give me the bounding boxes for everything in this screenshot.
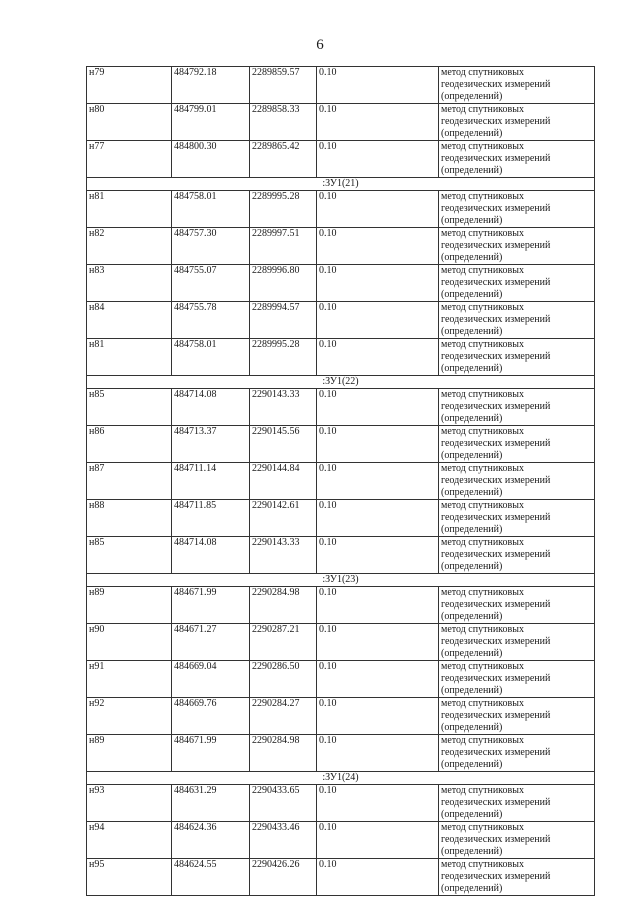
table-row [87,587,595,624]
accuracy-cell: 0.10 [317,191,439,228]
method-line: геодезических измерений [441,549,551,560]
page-number: 6 [316,37,324,53]
method-line: (определений) [441,759,503,770]
method-line: геодезических измерений [441,79,551,90]
x-coordinate-cell: 484714.08 [172,389,250,426]
table-row [87,463,595,500]
accuracy-cell: 0.10 [317,302,439,339]
x-coordinate-cell: 484758.01 [172,339,250,376]
method-line: метод спутниковых [441,587,524,598]
point-name-cell: н79 [87,67,172,104]
method-line: геодезических измерений [441,203,551,214]
point-name-cell: н80 [87,104,172,141]
table-row [87,302,595,339]
coordinates-table [86,66,595,896]
table-row [87,698,595,735]
y-coordinate-cell: 2290286.50 [250,661,317,698]
method-line: геодезических измерений [441,636,551,647]
method-line: геодезических измерений [441,673,551,684]
y-coordinate-cell: 2290143.33 [250,389,317,426]
method-line: геодезических измерений [441,710,551,721]
method-line: метод спутниковых [441,302,524,313]
table-row [87,104,595,141]
method-line: (определений) [441,809,503,820]
method-line: геодезических измерений [441,401,551,412]
accuracy-cell: 0.10 [317,537,439,574]
x-coordinate-cell: 484669.76 [172,698,250,735]
accuracy-cell: 0.10 [317,265,439,302]
y-coordinate-cell: 2290287.21 [250,624,317,661]
method-line: (определений) [441,883,503,894]
x-coordinate-cell: 484669.04 [172,661,250,698]
accuracy-cell: 0.10 [317,339,439,376]
method-cell [439,859,595,896]
point-name-cell: н86 [87,426,172,463]
method-line: геодезических измерений [441,797,551,808]
accuracy-cell: 0.10 [317,500,439,537]
point-name-cell: н89 [87,587,172,624]
point-name-cell: н90 [87,624,172,661]
method-line: метод спутниковых [441,822,524,833]
section-label: :ЗУ1(21) [87,178,595,191]
point-name-cell: н94 [87,822,172,859]
table-row [87,822,595,859]
table-row [87,500,595,537]
table-row [87,389,595,426]
section-row [87,772,595,785]
method-line: (определений) [441,487,503,498]
method-line: геодезических измерений [441,240,551,251]
method-line: (определений) [441,326,503,337]
y-coordinate-cell: 2290284.98 [250,587,317,624]
method-line: геодезических измерений [441,438,551,449]
section-label: :ЗУ1(22) [87,376,595,389]
table-row [87,265,595,302]
accuracy-cell: 0.10 [317,661,439,698]
method-line: (определений) [441,450,503,461]
x-coordinate-cell: 484624.36 [172,822,250,859]
table-row [87,859,595,896]
method-cell [439,822,595,859]
point-name-cell: н87 [87,463,172,500]
x-coordinate-cell: 484671.99 [172,587,250,624]
method-cell [439,228,595,265]
method-line: метод спутниковых [441,698,524,709]
method-cell [439,587,595,624]
y-coordinate-cell: 2289995.28 [250,339,317,376]
point-name-cell: н89 [87,735,172,772]
y-coordinate-cell: 2290142.61 [250,500,317,537]
x-coordinate-cell: 484755.78 [172,302,250,339]
x-coordinate-cell: 484711.14 [172,463,250,500]
method-line: (определений) [441,524,503,535]
method-cell [439,426,595,463]
accuracy-cell: 0.10 [317,228,439,265]
method-line: геодезических измерений [441,475,551,486]
method-line: геодезических измерений [441,871,551,882]
method-line: (определений) [441,252,503,263]
method-line: метод спутниковых [441,624,524,635]
x-coordinate-cell: 484671.27 [172,624,250,661]
x-coordinate-cell: 484714.08 [172,537,250,574]
method-line: метод спутниковых [441,141,524,152]
table-row [87,67,595,104]
method-cell [439,537,595,574]
table-row [87,735,595,772]
point-name-cell: н88 [87,500,172,537]
method-line: метод спутниковых [441,339,524,350]
method-line: геодезических измерений [441,512,551,523]
table-row [87,785,595,822]
method-cell [439,785,595,822]
method-line: (определений) [441,165,503,176]
method-line: метод спутниковых [441,463,524,474]
method-line: (определений) [441,215,503,226]
y-coordinate-cell: 2289997.51 [250,228,317,265]
section-label: :ЗУ1(23) [87,574,595,587]
y-coordinate-cell: 2289858.33 [250,104,317,141]
x-coordinate-cell: 484713.37 [172,426,250,463]
method-cell [439,141,595,178]
y-coordinate-cell: 2289859.57 [250,67,317,104]
method-line: геодезических измерений [441,834,551,845]
method-line: метод спутниковых [441,104,524,115]
method-cell [439,389,595,426]
x-coordinate-cell: 484624.55 [172,859,250,896]
point-name-cell: н93 [87,785,172,822]
accuracy-cell: 0.10 [317,463,439,500]
x-coordinate-cell: 484631.29 [172,785,250,822]
method-line: метод спутниковых [441,426,524,437]
method-cell [439,67,595,104]
x-coordinate-cell: 484758.01 [172,191,250,228]
method-line: геодезических измерений [441,747,551,758]
point-name-cell: н81 [87,339,172,376]
method-line: (определений) [441,722,503,733]
y-coordinate-cell: 2290433.65 [250,785,317,822]
table-row [87,141,595,178]
table-row [87,624,595,661]
method-cell [439,302,595,339]
accuracy-cell: 0.10 [317,624,439,661]
table-row [87,537,595,574]
method-line: (определений) [441,128,503,139]
method-line: геодезических измерений [441,153,551,164]
section-label: :ЗУ1(24) [87,772,595,785]
method-cell [439,500,595,537]
point-name-cell: н85 [87,389,172,426]
point-name-cell: н77 [87,141,172,178]
method-line: метод спутниковых [441,735,524,746]
method-line: метод спутниковых [441,785,524,796]
point-name-cell: н83 [87,265,172,302]
section-row [87,376,595,389]
x-coordinate-cell: 484755.07 [172,265,250,302]
method-cell [439,265,595,302]
coordinates-table-body [87,67,595,896]
x-coordinate-cell: 484757.30 [172,228,250,265]
method-line: (определений) [441,413,503,424]
y-coordinate-cell: 2289996.80 [250,265,317,302]
point-name-cell: н85 [87,537,172,574]
point-name-cell: н95 [87,859,172,896]
point-name-cell: н82 [87,228,172,265]
accuracy-cell: 0.10 [317,822,439,859]
accuracy-cell: 0.10 [317,735,439,772]
method-line: (определений) [441,611,503,622]
method-line: метод спутниковых [441,67,524,78]
method-line: метод спутниковых [441,191,524,202]
table-row [87,426,595,463]
table-row [87,191,595,228]
point-name-cell: н92 [87,698,172,735]
method-line: метод спутниковых [441,228,524,239]
x-coordinate-cell: 484800.30 [172,141,250,178]
y-coordinate-cell: 2289994.57 [250,302,317,339]
x-coordinate-cell: 484711.85 [172,500,250,537]
method-cell [439,624,595,661]
table-row [87,339,595,376]
method-line: метод спутниковых [441,661,524,672]
method-line: метод спутниковых [441,389,524,400]
accuracy-cell: 0.10 [317,698,439,735]
point-name-cell: н84 [87,302,172,339]
method-line: геодезических измерений [441,116,551,127]
y-coordinate-cell: 2290143.33 [250,537,317,574]
method-line: (определений) [441,846,503,857]
point-name-cell: н81 [87,191,172,228]
method-line: метод спутниковых [441,500,524,511]
method-cell [439,339,595,376]
x-coordinate-cell: 484671.99 [172,735,250,772]
method-line: (определений) [441,363,503,374]
method-line: геодезических измерений [441,599,551,610]
y-coordinate-cell: 2289995.28 [250,191,317,228]
method-line: (определений) [441,289,503,300]
table-row [87,228,595,265]
method-cell [439,191,595,228]
method-cell [439,735,595,772]
y-coordinate-cell: 2290284.27 [250,698,317,735]
x-coordinate-cell: 484792.18 [172,67,250,104]
method-cell [439,661,595,698]
table-row [87,661,595,698]
accuracy-cell: 0.10 [317,141,439,178]
accuracy-cell: 0.10 [317,785,439,822]
y-coordinate-cell: 2290426.26 [250,859,317,896]
x-coordinate-cell: 484799.01 [172,104,250,141]
method-line: (определений) [441,685,503,696]
section-row [87,574,595,587]
point-name-cell: н91 [87,661,172,698]
accuracy-cell: 0.10 [317,67,439,104]
y-coordinate-cell: 2289865.42 [250,141,317,178]
method-cell [439,698,595,735]
method-line: метод спутниковых [441,537,524,548]
method-line: метод спутниковых [441,859,524,870]
accuracy-cell: 0.10 [317,104,439,141]
accuracy-cell: 0.10 [317,859,439,896]
method-line: (определений) [441,648,503,659]
method-line: геодезических измерений [441,351,551,362]
method-line: метод спутниковых [441,265,524,276]
accuracy-cell: 0.10 [317,389,439,426]
y-coordinate-cell: 2290144.84 [250,463,317,500]
y-coordinate-cell: 2290145.56 [250,426,317,463]
method-line: (определений) [441,561,503,572]
method-line: геодезических измерений [441,314,551,325]
y-coordinate-cell: 2290284.98 [250,735,317,772]
section-row [87,178,595,191]
accuracy-cell: 0.10 [317,426,439,463]
accuracy-cell: 0.10 [317,587,439,624]
method-line: (определений) [441,91,503,102]
method-line: геодезических измерений [441,277,551,288]
method-cell [439,104,595,141]
y-coordinate-cell: 2290433.46 [250,822,317,859]
method-cell [439,463,595,500]
